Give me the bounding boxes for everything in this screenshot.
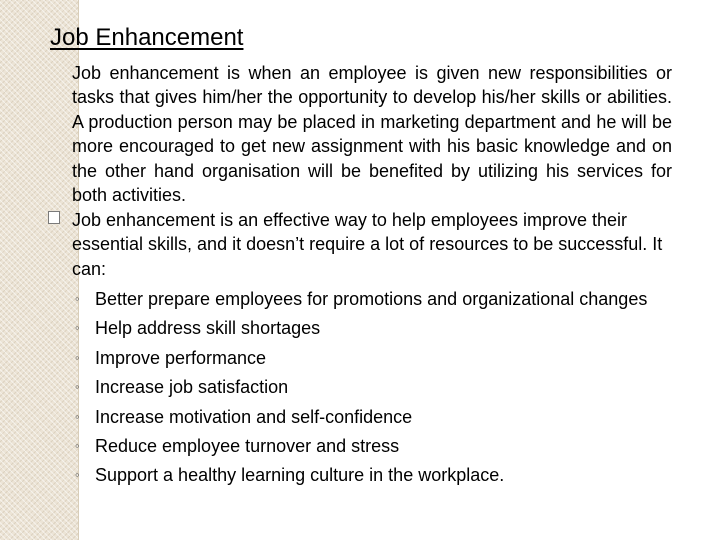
slide-title: Job Enhancement xyxy=(50,24,244,51)
paragraph-effective-way-text: Job enhancement is an effective way to help employees improve their essential skills, and it doesn’t require a lot of resources to be successful. It can: xyxy=(72,210,663,279)
list-item-text: Support a healthy learning culture in the workplace. xyxy=(95,465,505,486)
checkbox-square-icon xyxy=(48,211,60,224)
benefits-list xyxy=(72,287,672,493)
circle-bullet-icon: ◦ xyxy=(75,379,80,395)
circle-bullet-icon: ◦ xyxy=(75,349,80,365)
list-item-text: Reduce employee turnover and stress xyxy=(95,436,400,457)
paragraph-effective-way xyxy=(72,208,672,281)
list-item-text: Help address skill shortages xyxy=(95,318,321,339)
list-item xyxy=(72,463,672,487)
list-item xyxy=(72,287,672,311)
list-item-text: Improve performance xyxy=(95,347,267,368)
list-item xyxy=(72,405,672,429)
decorative-side-pattern xyxy=(0,0,78,540)
list-item-text: Increase job satisfaction xyxy=(95,377,289,398)
circle-bullet-icon: ◦ xyxy=(75,408,80,424)
circle-bullet-icon: ◦ xyxy=(75,438,80,454)
circle-bullet-icon: ◦ xyxy=(75,467,80,483)
list-item xyxy=(72,346,672,370)
list-item xyxy=(72,375,672,399)
paragraph-definition: Job enhancement is when an employee is given new responsibilities or tasks that gives him/her the opportunity to develop his/her skills or abilities. A production person may be placed in marketing department and he will be more encouraged to get new assignment with his basic knowledge and on the other hand organisation will be benefited by utilizing his services for both activities. xyxy=(72,63,672,206)
list-item xyxy=(72,316,672,340)
list-item xyxy=(72,434,672,458)
circle-bullet-icon: ◦ xyxy=(75,291,80,306)
list-item-text: Better prepare employees for promotions and organizational changes xyxy=(95,289,648,309)
circle-bullet-icon: ◦ xyxy=(75,320,80,336)
list-item-text: Increase motivation and self-confidence xyxy=(95,406,413,427)
